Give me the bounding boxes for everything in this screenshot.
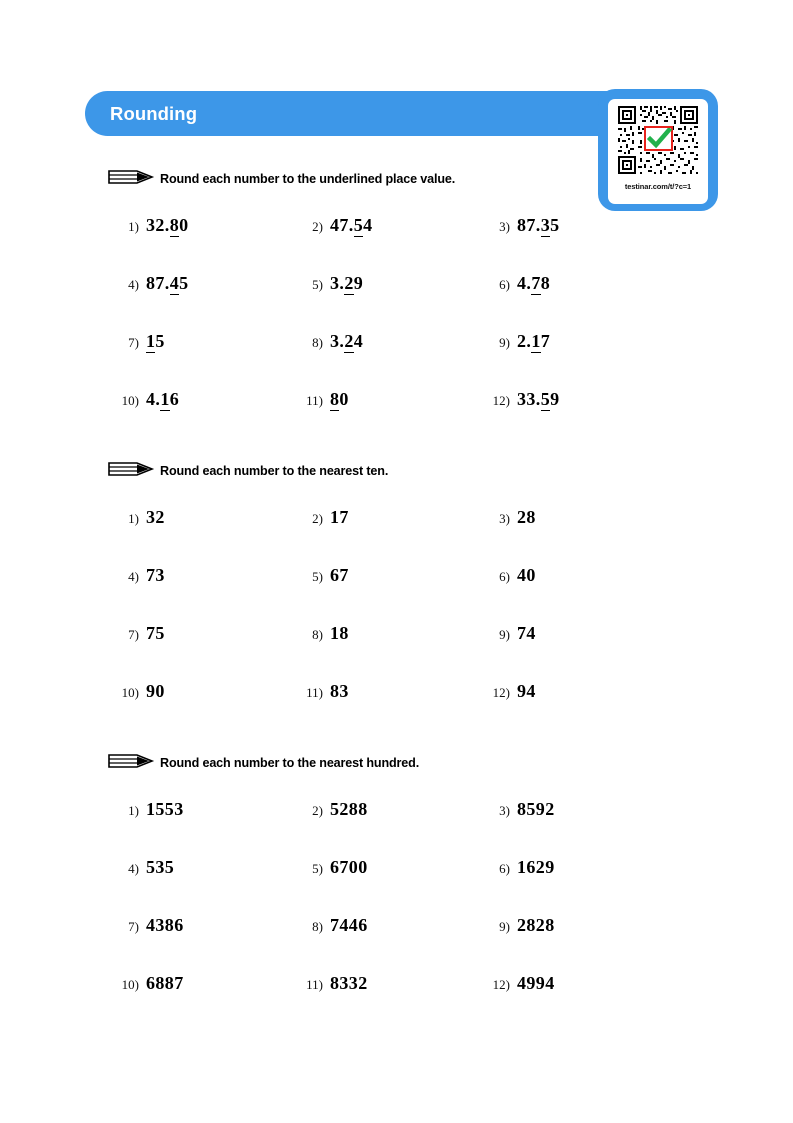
problem-grid	[0, 799, 793, 1031]
problem-item[interactable]	[483, 681, 536, 702]
problem-value	[330, 799, 368, 820]
problem-row	[0, 507, 793, 565]
problem-index: 3)	[499, 803, 510, 818]
problem-row	[0, 915, 793, 973]
problem-index: 7)	[128, 919, 139, 934]
qr-badge[interactable]	[598, 89, 718, 211]
problem-index: 7)	[128, 627, 139, 642]
value-prefix: 5288	[330, 799, 368, 819]
value-prefix: 94	[517, 681, 536, 701]
page-title: Rounding	[110, 103, 198, 124]
problem-item[interactable]	[483, 915, 555, 936]
problem-index: 7)	[128, 335, 139, 350]
value-suffix: 6	[169, 389, 180, 409]
problem-item[interactable]	[296, 857, 368, 878]
pencil-icon-svg	[107, 459, 155, 479]
problem-item[interactable]	[112, 915, 184, 936]
pencil-icon-svg	[107, 167, 155, 187]
problem-index: 6)	[499, 277, 510, 292]
problem-row	[0, 331, 793, 389]
problem-value	[146, 623, 165, 644]
checkmark-icon	[644, 126, 673, 151]
problem-index: 9)	[499, 919, 510, 934]
problem-value	[517, 273, 550, 294]
problem-index: 5)	[312, 569, 323, 584]
value-prefix: 1553	[146, 799, 184, 819]
problem-item[interactable]	[483, 331, 550, 352]
problem-item[interactable]	[112, 331, 165, 352]
problem-value	[146, 799, 184, 820]
problem-grid	[0, 215, 793, 447]
value-prefix: 2828	[517, 915, 555, 935]
problem-item[interactable]	[112, 799, 184, 820]
qr-code-icon	[616, 104, 700, 180]
problem-index: 2)	[312, 803, 323, 818]
problem-index: 6)	[499, 569, 510, 584]
problem-value	[146, 507, 165, 528]
value-prefix: 40	[517, 565, 536, 585]
value-prefix: 4.	[517, 273, 532, 293]
value-suffix: 0	[179, 215, 189, 235]
section-instruction-row	[107, 460, 388, 482]
problem-value	[330, 681, 349, 702]
problem-value	[517, 623, 536, 644]
problem-value	[330, 915, 368, 936]
problem-item[interactable]	[483, 389, 560, 410]
pencil-icon	[107, 459, 155, 484]
underlined-digit: 4	[169, 273, 180, 293]
problem-value	[330, 389, 349, 410]
problem-item[interactable]	[112, 973, 184, 994]
problem-item[interactable]	[296, 507, 349, 528]
problem-value	[517, 681, 536, 702]
problem-item[interactable]	[296, 799, 368, 820]
problem-value	[517, 857, 555, 878]
problem-index: 6)	[499, 861, 510, 876]
problem-value	[330, 273, 363, 294]
problem-value	[330, 623, 349, 644]
problem-item[interactable]	[483, 507, 536, 528]
value-prefix: 7446	[330, 915, 368, 935]
problem-value	[517, 915, 555, 936]
value-prefix: 28	[517, 507, 536, 527]
section-instruction-row	[107, 752, 419, 774]
problem-index: 8)	[312, 919, 323, 934]
problem-index: 1)	[128, 803, 139, 818]
problem-index: 11)	[306, 977, 323, 992]
pencil-icon	[107, 167, 155, 192]
value-suffix: 9	[550, 389, 560, 409]
underlined-digit: 7	[531, 273, 541, 293]
problem-item[interactable]	[483, 623, 536, 644]
problem-value	[330, 565, 349, 586]
problem-index: 12)	[492, 977, 510, 992]
pencil-icon	[107, 751, 155, 776]
underlined-digit: 3	[540, 215, 551, 235]
value-prefix: 74	[517, 623, 536, 643]
problem-item[interactable]	[483, 565, 536, 586]
problem-index: 11)	[306, 393, 323, 408]
qr-caption: testinar.com/t/?c=1	[624, 182, 692, 191]
problem-index: 10)	[121, 393, 139, 408]
underlined-digit: 1	[531, 331, 541, 351]
value-prefix: 18	[330, 623, 349, 643]
value-prefix: 87.	[146, 273, 170, 293]
value-prefix: 4386	[146, 915, 184, 935]
problem-grid	[0, 507, 793, 739]
value-suffix: 4	[363, 215, 373, 235]
problem-item[interactable]	[296, 623, 349, 644]
problem-item[interactable]	[112, 681, 165, 702]
problem-index: 4)	[128, 569, 139, 584]
section-instruction-text: Round each number to the underlined place value.	[160, 172, 456, 186]
problem-index: 3)	[499, 511, 510, 526]
problem-row	[0, 973, 793, 1031]
value-prefix: 73	[146, 565, 165, 585]
value-prefix: 87.	[517, 215, 541, 235]
underlined-digit: 5	[540, 389, 551, 409]
value-prefix: 8592	[517, 799, 555, 819]
problem-value	[330, 331, 363, 352]
problem-value	[330, 973, 368, 994]
value-prefix: 2.	[517, 331, 532, 351]
problem-row	[0, 857, 793, 915]
underlined-digit: 2	[344, 331, 354, 351]
value-suffix: 8	[540, 273, 551, 293]
problem-item[interactable]	[296, 389, 349, 410]
value-prefix: 3.	[330, 331, 345, 351]
value-suffix: 5	[550, 215, 560, 235]
problem-item[interactable]	[112, 389, 179, 410]
value-prefix: 6887	[146, 973, 184, 993]
value-prefix: 75	[146, 623, 165, 643]
problem-index: 5)	[312, 277, 323, 292]
problem-item[interactable]	[483, 799, 555, 820]
underlined-digit: 8	[330, 389, 340, 409]
problem-index: 9)	[499, 335, 510, 350]
value-prefix: 6700	[330, 857, 368, 877]
underlined-digit: 8	[169, 215, 180, 235]
value-prefix: 83	[330, 681, 349, 701]
problem-item[interactable]	[483, 857, 555, 878]
problem-value	[517, 389, 560, 410]
problem-value	[146, 681, 165, 702]
problem-value	[330, 857, 368, 878]
value-prefix: 535	[146, 857, 175, 877]
problem-row	[0, 215, 793, 273]
problem-value	[517, 215, 560, 236]
problem-item[interactable]	[296, 973, 368, 994]
problem-value	[146, 389, 179, 410]
problem-item[interactable]	[112, 623, 165, 644]
value-prefix: 47.	[330, 215, 354, 235]
problem-row	[0, 681, 793, 739]
value-prefix: 33.	[517, 389, 541, 409]
problem-index: 10)	[121, 977, 139, 992]
problem-item[interactable]	[296, 915, 368, 936]
problem-value	[330, 507, 349, 528]
problem-item[interactable]	[112, 215, 189, 236]
underlined-digit: 5	[353, 215, 364, 235]
problem-index: 12)	[492, 393, 510, 408]
problem-index: 4)	[128, 277, 139, 292]
value-suffix: 7	[540, 331, 551, 351]
problem-item[interactable]	[112, 565, 165, 586]
problem-value	[146, 915, 184, 936]
problem-index: 8)	[312, 627, 323, 642]
problem-index: 4)	[128, 861, 139, 876]
value-prefix: 90	[146, 681, 165, 701]
value-prefix: 1629	[517, 857, 555, 877]
value-suffix: 0	[339, 389, 349, 409]
problem-index: 8)	[312, 335, 323, 350]
qr-card	[608, 99, 708, 204]
value-prefix: 32.	[146, 215, 170, 235]
problem-row	[0, 389, 793, 447]
problem-value	[146, 857, 174, 878]
problem-item[interactable]	[112, 507, 165, 528]
value-suffix: 5	[155, 331, 165, 351]
problem-index: 9)	[499, 627, 510, 642]
underlined-digit: 1	[146, 331, 156, 351]
underlined-digit: 2	[344, 273, 354, 293]
value-suffix: 9	[353, 273, 364, 293]
problem-value	[146, 331, 165, 352]
problem-value	[330, 215, 373, 236]
problem-value	[517, 973, 555, 994]
problem-item[interactable]	[483, 273, 550, 294]
problem-value	[517, 507, 536, 528]
problem-item[interactable]	[483, 973, 555, 994]
problem-row	[0, 623, 793, 681]
problem-value	[146, 273, 189, 294]
problem-item[interactable]	[296, 331, 363, 352]
problem-item[interactable]	[296, 215, 373, 236]
problem-item[interactable]	[296, 273, 363, 294]
value-prefix: 3.	[330, 273, 345, 293]
problem-index: 5)	[312, 861, 323, 876]
value-prefix: 4.	[146, 389, 161, 409]
problem-index: 3)	[499, 219, 510, 234]
problem-item[interactable]	[112, 273, 189, 294]
header-bar	[85, 91, 645, 136]
section-instruction-text: Round each number to the nearest hundred.	[160, 756, 420, 770]
problem-index: 2)	[312, 511, 323, 526]
problem-value	[146, 973, 184, 994]
value-suffix: 5	[179, 273, 189, 293]
problem-item[interactable]	[483, 215, 560, 236]
value-prefix: 32	[146, 507, 165, 527]
value-prefix: 8332	[330, 973, 368, 993]
problem-row	[0, 273, 793, 331]
problem-index: 10)	[121, 685, 139, 700]
section-instruction-text: Round each number to the nearest ten.	[160, 464, 389, 478]
problem-value	[517, 331, 550, 352]
problem-value	[146, 215, 189, 236]
value-suffix: 4	[353, 331, 364, 351]
problem-item[interactable]	[296, 681, 349, 702]
problem-row	[0, 565, 793, 623]
problem-index: 1)	[128, 219, 139, 234]
problem-index: 11)	[306, 685, 323, 700]
problem-value	[517, 799, 555, 820]
problem-index: 1)	[128, 511, 139, 526]
value-prefix: 67	[330, 565, 349, 585]
section-instruction-row	[107, 168, 455, 190]
value-prefix: 4994	[517, 973, 555, 993]
problem-row	[0, 799, 793, 857]
underlined-digit: 1	[160, 389, 170, 409]
problem-index: 2)	[312, 219, 323, 234]
problem-item[interactable]	[112, 857, 174, 878]
pencil-icon-svg	[107, 751, 155, 771]
problem-value	[517, 565, 536, 586]
problem-item[interactable]	[296, 565, 349, 586]
problem-index: 12)	[492, 685, 510, 700]
problem-value	[146, 565, 165, 586]
value-prefix: 17	[330, 507, 349, 527]
